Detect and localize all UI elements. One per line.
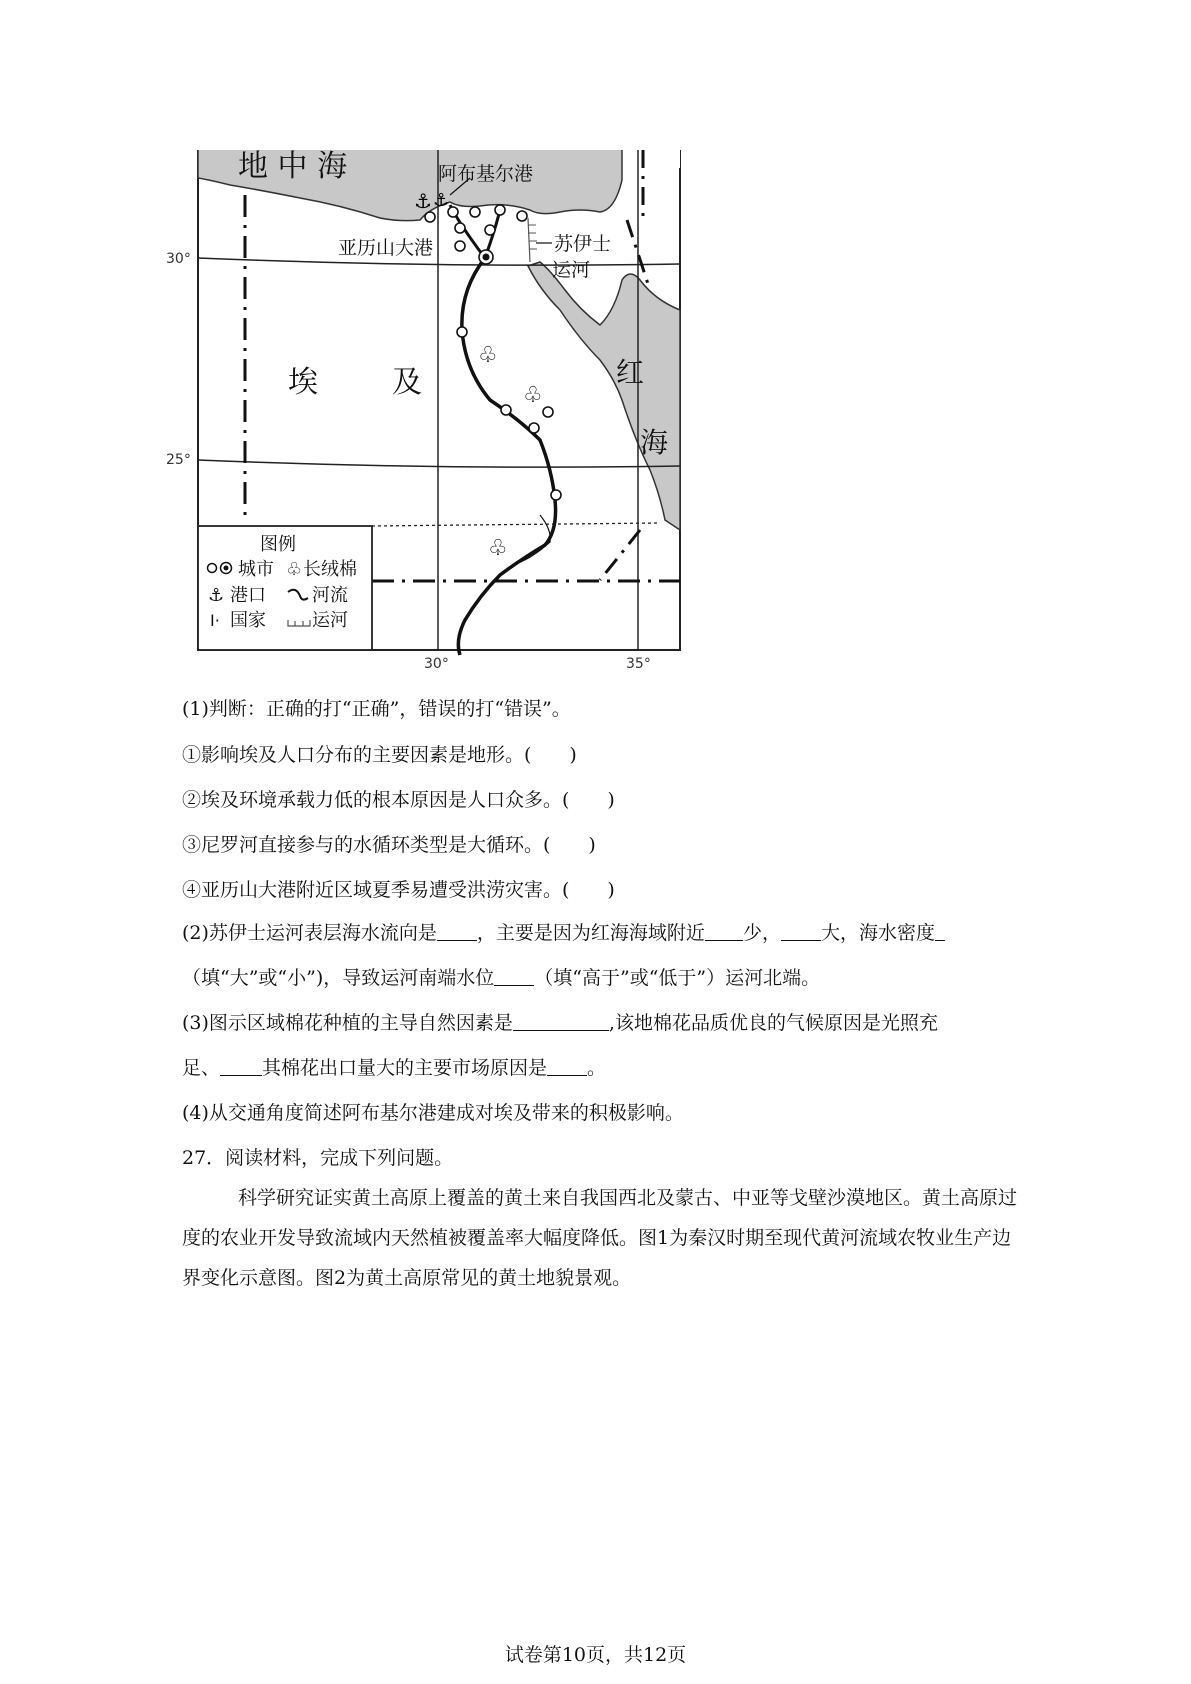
red-sea-label-1: 红: [616, 356, 645, 389]
q1-item-3: ③尼罗河直接参与的水循环类型是大循环。( ): [182, 834, 596, 856]
q27-title: 27．阅读材料，完成下列问题。: [182, 1147, 454, 1169]
q2-blank-5[interactable]: [494, 967, 534, 986]
legend-country: 国家: [230, 610, 266, 631]
q2-text-5: （填“大”或“小”)，导致运河南端水位: [182, 967, 495, 989]
q1-title: (1)判断：正确的打“正确”，错误的打“错误”。: [182, 698, 571, 720]
anchor-icon: ⚓: [433, 190, 450, 211]
q3-text-2: ,该地棉花品质优良的气候原因是光照充: [608, 1012, 938, 1034]
egypt-map: [160, 150, 740, 680]
q1-item-4: ④亚历山大港附近区域夏季易遭受洪涝灾害。( ): [182, 879, 615, 901]
q3-text-4: 其棉花出口量大的主要市场原因是: [262, 1057, 548, 1079]
suez-canal-label-1: 苏伊士: [554, 233, 612, 255]
q2-blank-3[interactable]: [781, 922, 821, 941]
alexandria-port-label: 亚历山大港: [338, 237, 434, 259]
mediterranean-label: 地 中 海: [238, 150, 348, 184]
anchor-icon: ⚓: [414, 189, 432, 213]
legend-cotton: 长绒棉: [303, 559, 357, 580]
abukir-port-label: 阿布基尔港: [438, 163, 534, 185]
legend-river: 河流: [312, 585, 348, 606]
page-footer: 试卷第10页，共12页: [504, 1644, 687, 1666]
cotton-icon: ♧: [523, 383, 543, 408]
q3-text-1: (3)图示区域棉花种植的主导自然因素是: [182, 1012, 513, 1034]
legend-city: 城市: [238, 559, 274, 580]
q3-line-2: [182, 1053, 606, 1080]
q2-line-1: [182, 918, 945, 945]
q3-line-1: [182, 1008, 938, 1035]
q3-blank-2[interactable]: [220, 1057, 262, 1076]
lat-25-label: 25°: [166, 452, 191, 468]
cotton-icon: ♧: [478, 343, 498, 368]
lat-30-label: 30°: [166, 251, 191, 267]
suez-canal-label-2: 运河: [552, 259, 591, 281]
q2-text-4: 大，海水密度: [820, 922, 935, 944]
legend-title: 图例: [260, 534, 296, 555]
cotton-icon: ♧: [286, 559, 303, 580]
map-legend: [198, 526, 372, 650]
q3-text-3: 足、: [182, 1057, 221, 1079]
q2-text-6: （填“高于”或“低于”）运河北端。: [534, 967, 821, 989]
legend-canal: 运河: [312, 610, 348, 631]
red-sea-label-2: 海: [640, 426, 669, 459]
lon-35-label: 35°: [626, 656, 651, 672]
egypt-label-1: 埃: [288, 365, 318, 400]
q1-item-2: ②埃及环境承载力低的根本原因是人口众多。( ): [182, 789, 615, 811]
q27-body: 科学研究证实黄土高原上覆盖的黄土来自我国西北及蒙古、中亚等戈壁沙漠地区。黄土高原过度的农业开发导致流域内天然植被覆盖率大幅度降低。图1为秦汉时期至现代黄河流域农牧业生产边界变化示意图。图2为黄土高原常见的黄土地貌景观。: [182, 1187, 1018, 1289]
q2-blank-2[interactable]: [705, 922, 743, 941]
lon-30-label: 30°: [424, 656, 449, 672]
anchor-icon: ⚓: [208, 585, 225, 606]
q2-line-2: [182, 963, 820, 990]
border-icon: I·: [210, 611, 220, 630]
q3-blank-1[interactable]: [513, 1012, 609, 1031]
q2-text-3: 少，: [742, 922, 781, 944]
q3-blank-3[interactable]: [547, 1057, 587, 1076]
q2-text-1: (2)苏伊士运河表层海水流向是: [182, 922, 437, 944]
egypt-label-2: 及: [392, 365, 422, 400]
q4: (4)从交通角度简述阿布基尔港建成对埃及带来的积极影响。: [182, 1102, 684, 1124]
legend-port: 港口: [230, 585, 266, 606]
q1-item-1: ①影响埃及人口分布的主要因素是地形。( ): [182, 744, 577, 766]
q3-text-5: 。: [587, 1057, 607, 1079]
q2-text-2: ，主要是因为红海海域附近: [476, 922, 705, 944]
q2-blank-1[interactable]: [437, 922, 477, 941]
cotton-icon: ♧: [488, 536, 508, 561]
q2-blank-4[interactable]: [935, 922, 945, 941]
